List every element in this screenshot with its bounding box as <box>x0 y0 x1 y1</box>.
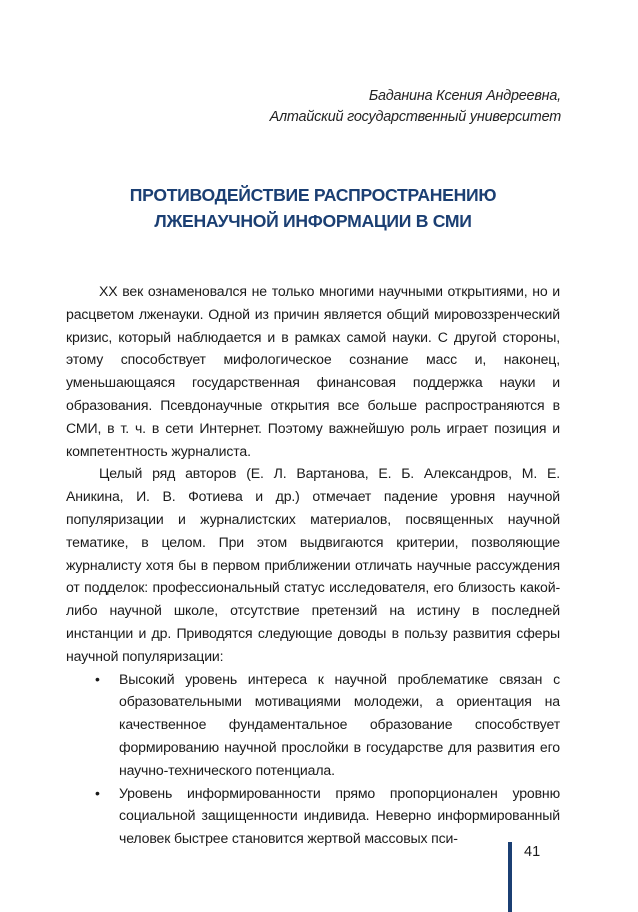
bullet-text: Высокий уровень интереса к научной проблематике связан с образовательными мотивациями молодежи, а ориентация на качественное фундаментальное образование способствует формированию научной прослойки в государстве для развития его научно-технического потенциала. <box>119 670 560 778</box>
author-block <box>270 86 561 128</box>
bullet-icon: • <box>95 670 100 687</box>
body-paragraph: Целый ряд авторов (Е. Л. Вартанова, Е. Б. Александров, М. Е. Аникина, И. В. Фотиева и др.) отмечает падение уровня научной популяризации и журналистских материалов, посвященных научной тематике, в целом. При этом выдвигаются критерии, позволяющие журналисту хотя бы в первом приближении отличать научные рассуждения от подделок: профессиональный статус исследователя, его близость какой-либо научной школе, отсутствие претензий на истину в последней инстанции и др. Приводятся следующие доводы в пользу развития сферы научной популяризации: <box>66 465 560 664</box>
bullet-text: Уровень информированности прямо пропорционален уровню социальной защищенности индивида. Неверно информированный человек быстрее становится жертвой массовых пси- <box>119 784 560 847</box>
page-number: 41 <box>524 844 541 860</box>
page-number-accent-bar <box>508 842 512 912</box>
article-body <box>66 280 560 850</box>
article-title-line-1: ПРОТИВОДЕЙСТВИЕ РАСПРОСТРАНЕНИЮ <box>129 185 497 205</box>
article-title-line-2: ЛЖЕНАУЧНОЙ ИНФОРМАЦИИ В СМИ <box>154 211 472 231</box>
article-title <box>66 182 560 234</box>
bullet-item <box>66 668 560 782</box>
author-name: Баданина Ксения Андреевна, <box>368 88 561 104</box>
bullet-icon: • <box>95 784 100 801</box>
author-affiliation: Алтайский государственный университет <box>269 109 561 125</box>
body-paragraph: XX век ознаменовался не только многими научными открытиями, но и расцветом лженауки. Одной из причин является общий мировоззренческий кризис, который наблюдается и в рамках самой науки. С другой стороны, этому способствует мифологическое сознание масс и, наконец, уменьшающаяся государственная финансовая поддержка науки и образования. Псевдонаучные открытия все больше распространяются в СМИ, в т. ч. в сети Интернет. Поэтому важнейшую роль играет позиция и компетентность журналиста. <box>66 283 560 459</box>
bullet-list <box>66 668 560 850</box>
bullet-item <box>66 782 560 850</box>
